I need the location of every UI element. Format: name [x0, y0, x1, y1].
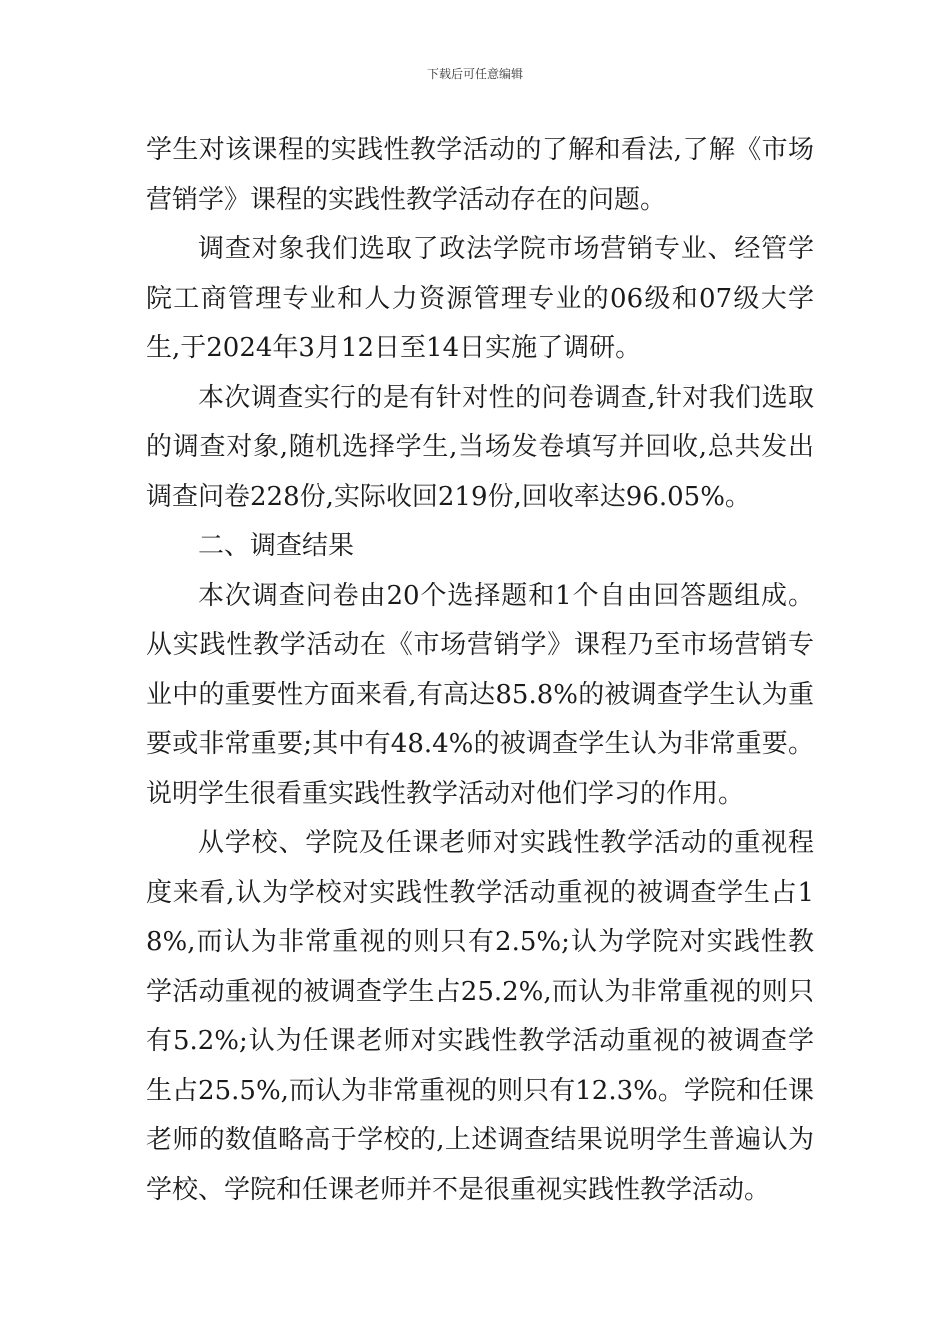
paragraph-survey-method: 本次调查实行的是有针对性的问卷调查,针对我们选取的调查对象,随机选择学生,当场发卷填写并回收,总共发出调查问卷228份,实际收回219份,回收率达96.05%。	[146, 382, 814, 512]
paragraph-importance: 本次调查问卷由20个选择题和1个自由回答题组成。从实践性教学活动在《市场营销学》课程乃至市场营销专业中的重要性方面来看,有高达85.8%的被调查学生认为重要或非常重要;其中有48.4%的被调查学生认为非常重要。说明学生很看重实践性教学活动对他们学习的作用。	[146, 580, 814, 809]
page-header: 下载后可任意编辑	[426, 67, 523, 81]
paragraph-survey-subjects: 调查对象我们选取了政法学院市场营销专业、经管学院工商管理专业和人力资源管理专业的06级和07级大学生,于2024年3月12日至14日实施了调研。	[146, 234, 814, 363]
section-heading-results: 二、调查结果	[198, 531, 355, 561]
paragraph-attention-level: 从学校、学院及任课老师对实践性教学活动的重视程度来看,认为学校对实践性教学活动重视的被调查学生占18%,而认为非常重视的则只有2.5%;认为学院对实践性教学活动重视的被调查学生占25.2%,而认为非常重视的则只有5.2%;认为任课老师对实践性教学活动重视的被调查学生占25.5%,而认为非常重视的则只有12.3%。学院和任课老师的数值略高于学校的,上述调查结果说明学生普遍认为学校、学院和任课老师并不是很重视实践性教学活动。	[146, 828, 814, 1205]
paragraph-continuation: 学生对该课程的实践性教学活动的了解和看法,了解《市场营销学》课程的实践性教学活动存在的问题。	[146, 135, 814, 215]
document-body	[146, 126, 814, 1215]
